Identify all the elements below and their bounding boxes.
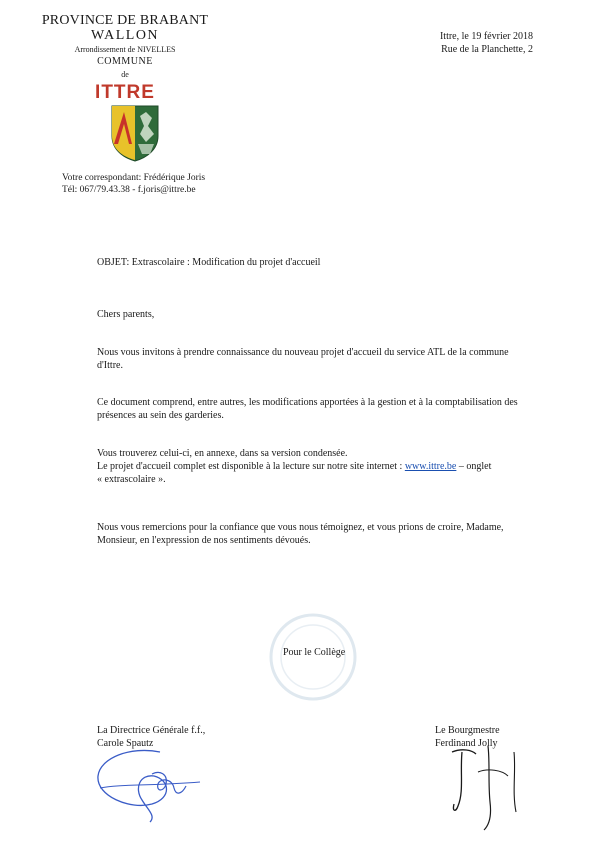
website-text-post: – onglet — [456, 461, 492, 472]
place-date-block — [440, 30, 533, 56]
right-signatory-name: Ferdinand Jolly — [435, 738, 498, 749]
province-line: PROVINCE DE BRABANT — [41, 13, 209, 28]
website-link[interactable]: www.ittre.be — [404, 461, 457, 472]
college-label: Pour le Collège — [283, 647, 346, 658]
tab-name-line: « extrascolaire ». — [97, 474, 166, 485]
paragraph-document: Ce document comprend, entre autres, les modifications apportées à la gestion et à la comptabilisation des présences au sein des garderies. — [97, 397, 518, 421]
letter-address: Rue de la Planchette, 2 — [441, 44, 533, 55]
left-signatory-name: Carole Spautz — [97, 738, 154, 749]
commune-line: COMMUNE — [97, 56, 153, 67]
paragraph-annex — [97, 447, 537, 486]
salutation: Chers parents, — [97, 309, 155, 320]
de-line: de — [121, 70, 129, 79]
left-signatory-title: La Directrice Générale f.f., — [97, 725, 206, 736]
paragraph-closing: Nous vous remercions pour la confiance que vous nous témoignez, et vous prions de croire, Madame, Monsieur, en l'expression de nos sentiments dévoués. — [97, 522, 504, 546]
correspondent-name: Votre correspondant: Frédérique Joris — [62, 173, 206, 183]
website-line — [97, 460, 537, 473]
correspondent-contact: Tél: 067/79.43.38 - f.joris@ittre.be — [62, 185, 196, 195]
website-text-pre: Le projet d'accueil complet est disponible à la lecture sur notre site internet : — [97, 461, 405, 472]
letter-subject: OBJET: Extrascolaire : Modification du projet d'accueil — [97, 257, 321, 268]
arrondissement-line: Arrondissement de NIVELLES — [74, 45, 176, 54]
paragraph-invitation: Nous vous invitons à prendre connaissance du nouveau projet d'accueil du service ATL de la commune d'Ittre. — [97, 347, 509, 371]
annex-line: Vous trouverez celui-ci, en annexe, dans sa version condensée. — [97, 448, 348, 459]
right-signatory-title: Le Bourgmestre — [435, 725, 500, 736]
coat-of-arms-icon — [110, 104, 160, 162]
correspondent-block — [62, 172, 205, 196]
wallon-line: WALLON — [90, 28, 160, 43]
town-name: ITTRE — [95, 82, 155, 103]
letter-date: Ittre, le 19 février 2018 — [439, 31, 533, 42]
left-signature-icon — [90, 744, 210, 824]
right-signature-icon — [448, 742, 528, 832]
